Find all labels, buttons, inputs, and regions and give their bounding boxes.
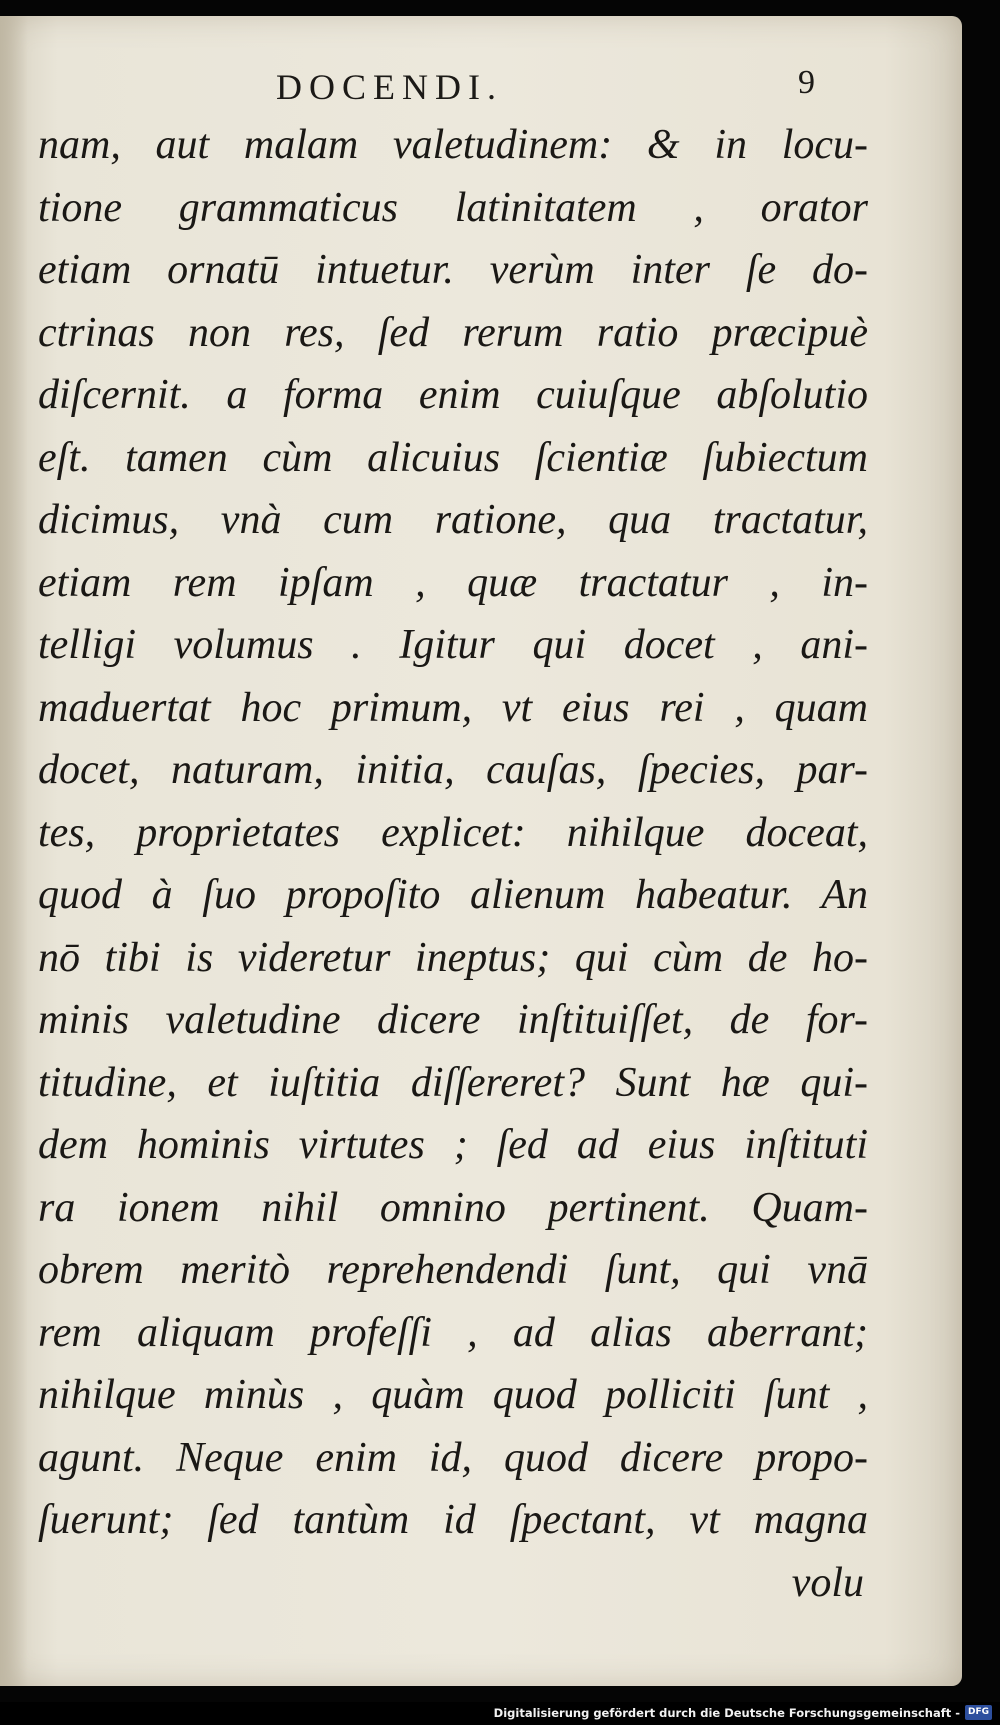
text-line: tes, proprietates explicet: nihilque doceat, [38, 809, 868, 856]
text-line: telligi volumus . Igitur qui docet , ani- [38, 622, 868, 668]
text-line: ſuerunt; ſed tantùm id ſpectant, vt magna [38, 1497, 868, 1543]
funding-credit: Digitalisierung gefördert durch die Deutsche Forschungsgemeinschaft - [493, 1706, 960, 1720]
text-line: nihilque minùs , quàm quod polliciti ſunt , [38, 1372, 868, 1418]
running-head-title: DOCENDI. [276, 67, 503, 107]
text-line: diſcernit. a forma enim cuiuſque abſolutio [38, 372, 868, 418]
text-line: dicimus, vnà cum ratione, qua tractatur, [38, 497, 868, 543]
text-line: ra ionem nihil omnino pertinent. Quam- [38, 1184, 868, 1231]
text-line: rem aliquam profeſſi , ad alias aberrant; [38, 1309, 868, 1356]
text-line: etiam ornatū intuetur. verùm inter ſe do- [38, 247, 868, 293]
text-line: titudine, et iuſtitia diſſereret? Sunt hæ qui- [38, 1059, 868, 1106]
text-line: obrem meritò reprehendendi ſunt, qui vnā [38, 1247, 868, 1293]
book-page [0, 16, 962, 1686]
text-line: nam, aut malam valetudinem: & in locu- [38, 122, 868, 168]
text-line: etiam rem ipſam , quæ tractatur , in- [38, 559, 868, 606]
text-line: nō tibi is videretur ineptus; qui cùm de ho- [38, 934, 868, 981]
text-line: maduertat hoc primum, vt eius rei , quam [38, 684, 868, 731]
catchword: volu [791, 1559, 864, 1606]
text-line: ctrinas non res, ſed rerum ratio præcipuè [38, 309, 868, 356]
body-text [38, 114, 868, 1614]
text-line: eſt. tamen cùm alicuius ſcientiæ ſubiectum [38, 434, 868, 481]
page-number: 9 [798, 64, 815, 101]
text-line: minis valetudine dicere inſtituiſſet, de for- [38, 997, 868, 1043]
running-head [0, 46, 962, 107]
text-line: tione grammaticus latinitatem , orator [38, 184, 868, 231]
dfg-logo-icon: DFG [965, 1705, 992, 1720]
text-line: dem hominis virtutes ; ſed ad eius inſtituti [38, 1122, 868, 1168]
digitization-footer [0, 1702, 1000, 1725]
text-line: docet, naturam, initia, cauſas, ſpecies, par- [38, 747, 868, 793]
text-line: quod à ſuo propoſito alienum habeatur. An [38, 872, 868, 918]
text-line: agunt. Neque enim id, quod dicere propo- [38, 1434, 868, 1481]
